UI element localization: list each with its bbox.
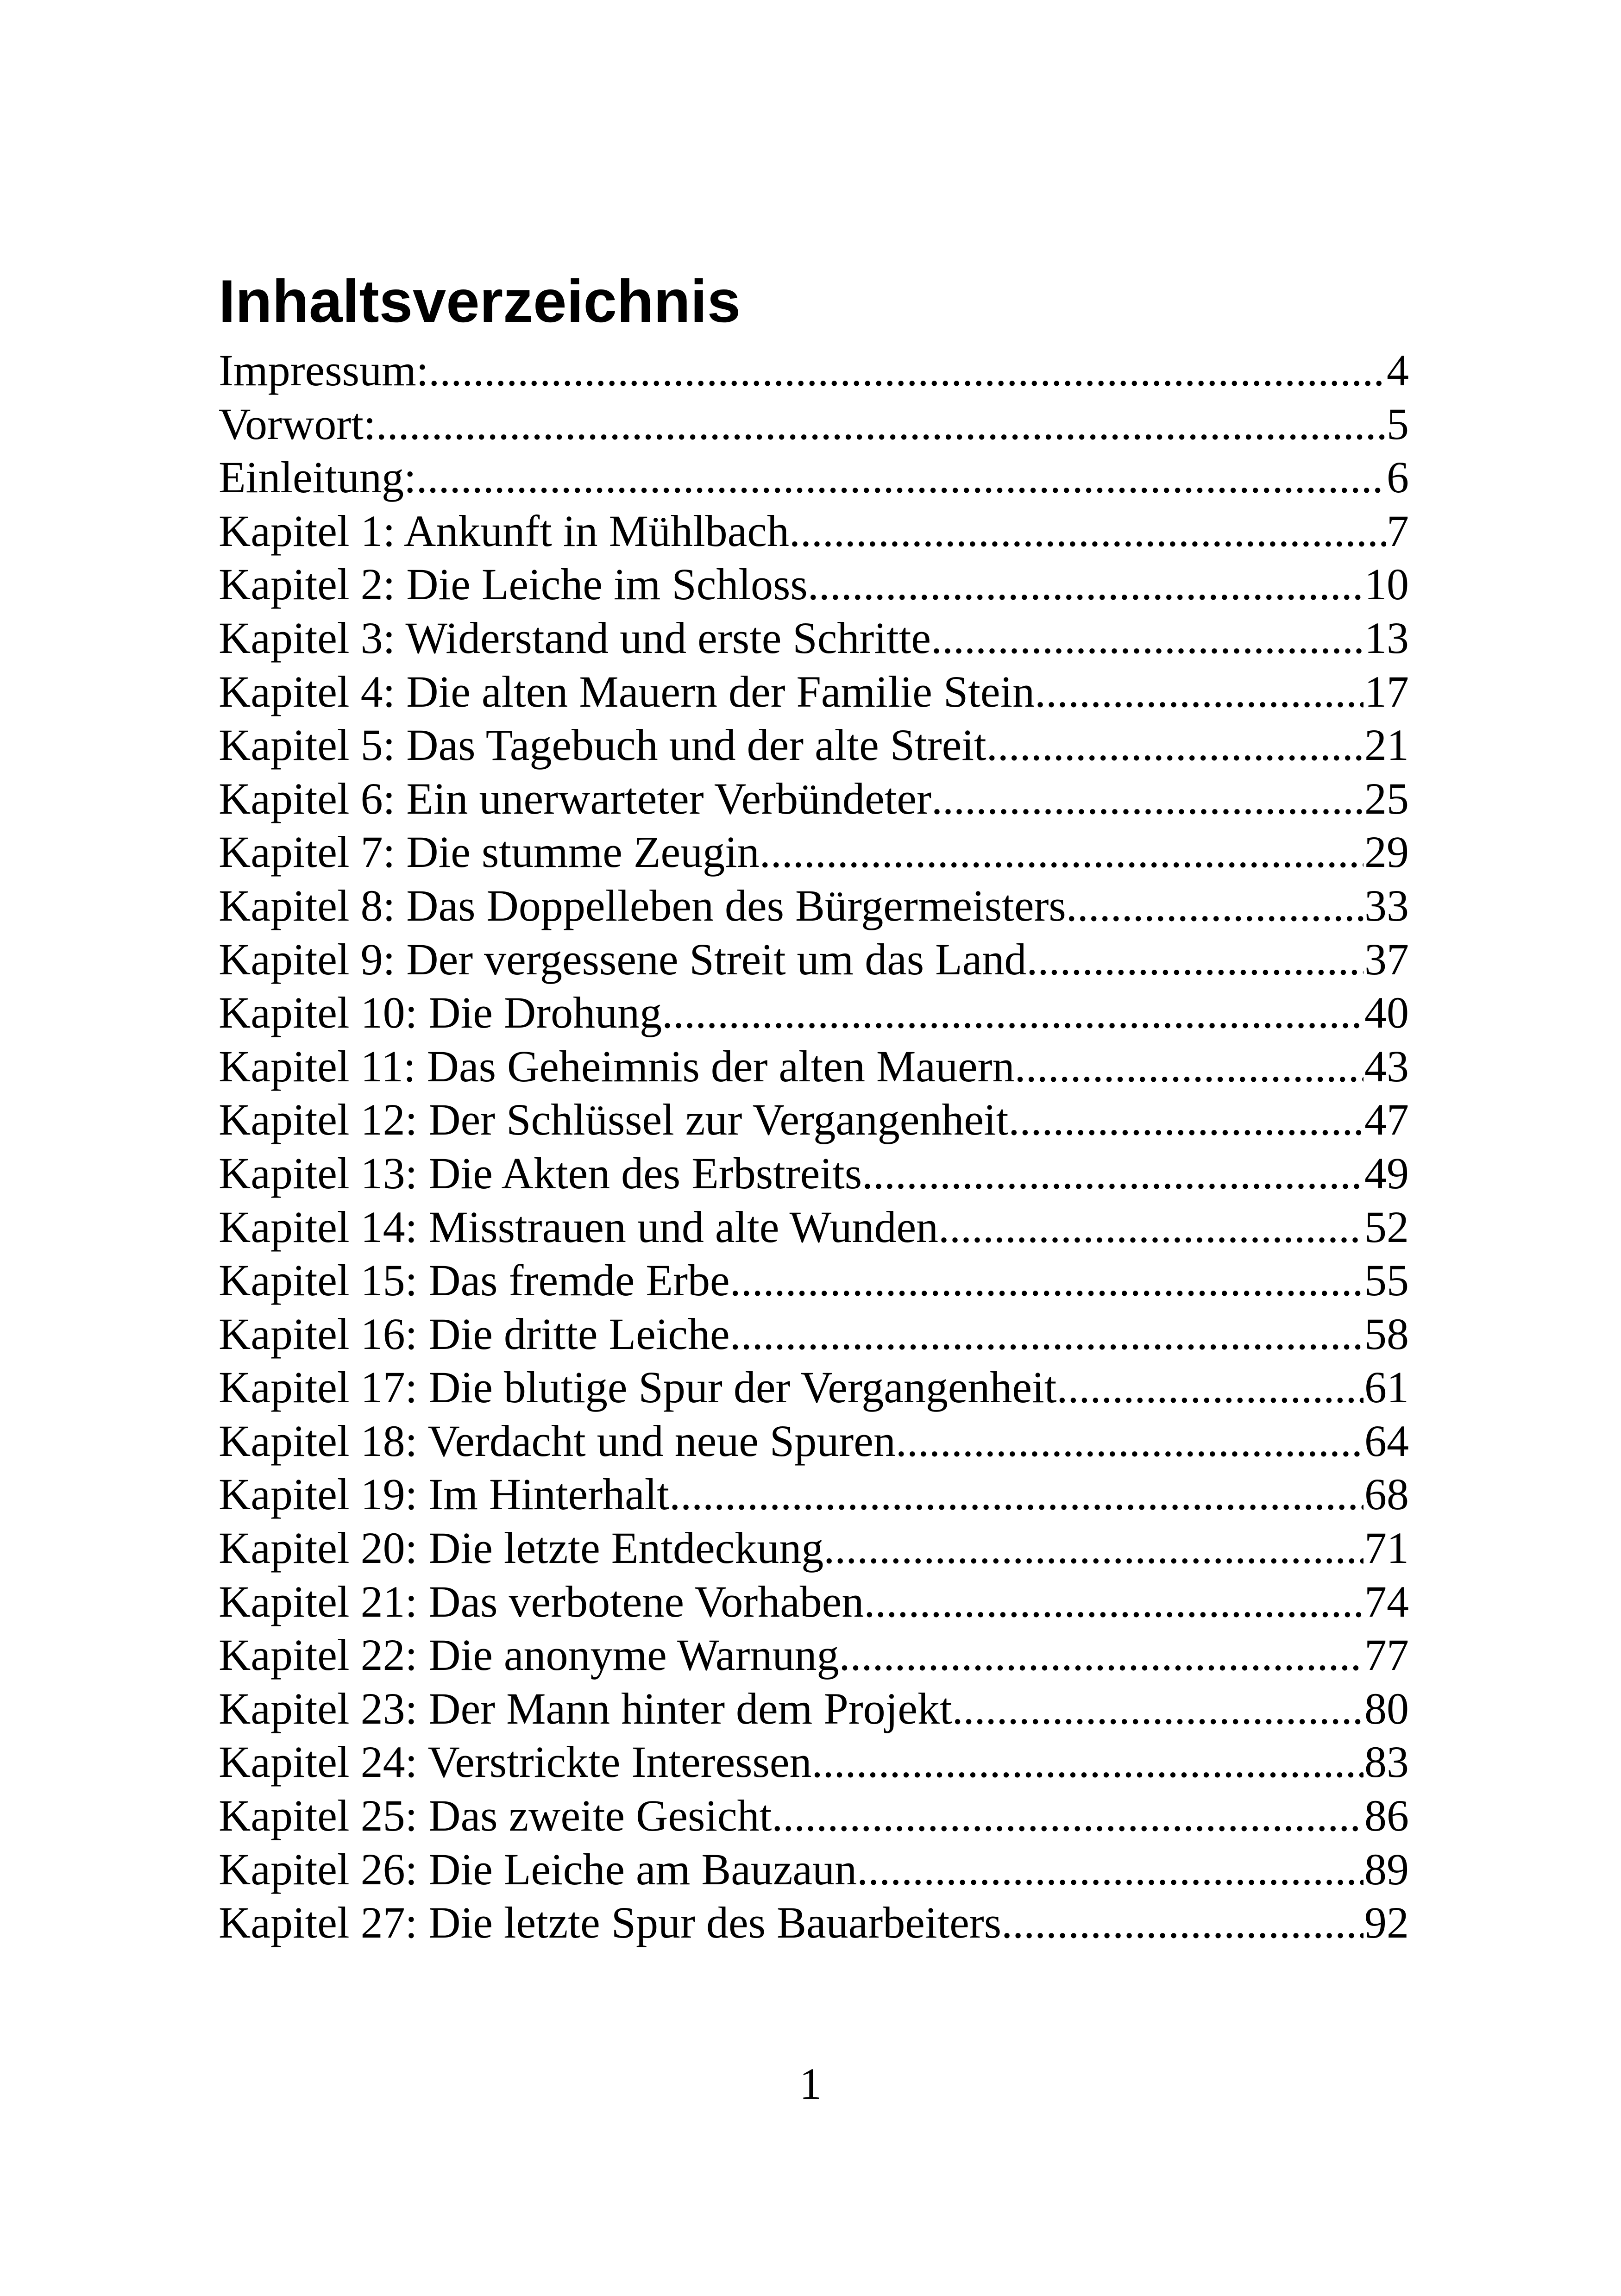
- toc-entry-page: 89: [1364, 1844, 1409, 1894]
- toc-entry-title: Kapitel 10: Die Drohung: [219, 988, 662, 1038]
- toc-entry-title: Kapitel 15: Das fremde Erbe: [219, 1255, 730, 1305]
- toc-entry-title: Kapitel 20: Die letzte Entdeckung: [219, 1523, 824, 1573]
- toc-entry: [219, 504, 1409, 558]
- toc-entry-title: Vorwort:: [219, 399, 376, 449]
- toc-dot-leader: [952, 1682, 1363, 1736]
- toc-dot-leader: [376, 397, 1386, 451]
- toc-entry-title: Kapitel 25: Das zweite Gesicht: [219, 1791, 772, 1841]
- toc-entry-title: Kapitel 23: Der Mann hinter dem Projekt: [219, 1683, 952, 1733]
- toc-dot-leader: [1015, 1040, 1363, 1093]
- toc-entry: [219, 558, 1409, 611]
- toc-entry-page: 43: [1364, 1041, 1409, 1091]
- toc-dot-leader: [669, 1468, 1363, 1521]
- toc-entry: [219, 1789, 1409, 1843]
- toc-entry: [219, 1254, 1409, 1307]
- toc-heading: Inhaltsverzeichnis: [219, 267, 741, 335]
- toc-dot-leader: [428, 344, 1386, 397]
- toc-entry-title: Kapitel 16: Die dritte Leiche: [219, 1309, 730, 1359]
- toc-entry-page: 17: [1364, 666, 1409, 716]
- toc-entry: [219, 1468, 1409, 1521]
- toc-entry-title: Impressum:: [219, 345, 429, 395]
- toc-entry-title: Kapitel 17: Die blutige Spur der Vergangenheit: [219, 1362, 1057, 1412]
- toc-dot-leader: [862, 1147, 1363, 1200]
- toc-entry-title: Kapitel 21: Das verbotene Vorhaben: [219, 1576, 864, 1626]
- toc-dot-leader: [760, 825, 1363, 879]
- toc-entry-title: Kapitel 11: Das Geheimnis der alten Mauern: [219, 1041, 1015, 1091]
- toc-entry: [219, 451, 1409, 504]
- toc-dot-leader: [1001, 1896, 1363, 1950]
- toc-dot-leader: [1066, 879, 1363, 933]
- toc-container: [219, 259, 1409, 1950]
- toc-entry-title: Kapitel 12: Der Schlüssel zur Vergangenheit: [219, 1095, 1009, 1145]
- toc-entry-title: Kapitel 24: Verstrickte Interessen: [219, 1737, 812, 1787]
- toc-entry: [219, 825, 1409, 879]
- toc-dot-leader: [662, 986, 1363, 1040]
- toc-dot-leader: [839, 1628, 1364, 1682]
- toc-entry: [219, 1307, 1409, 1361]
- toc-entry-page: 80: [1364, 1683, 1409, 1733]
- toc-dot-leader: [789, 504, 1386, 558]
- toc-entry-page: 61: [1364, 1362, 1409, 1412]
- toc-entry-page: 25: [1364, 773, 1409, 823]
- toc-entry-title: Kapitel 8: Das Doppelleben des Bürgermeisters: [219, 880, 1066, 930]
- toc-entry: [219, 1361, 1409, 1414]
- toc-entry: [219, 879, 1409, 933]
- toc-entry-title: Einleitung:: [219, 452, 416, 502]
- toc-dot-leader: [931, 772, 1363, 826]
- toc-entry-page: 21: [1364, 720, 1409, 770]
- toc-entry-page: 13: [1364, 613, 1409, 663]
- toc-entry-title: Kapitel 18: Verdacht und neue Spuren: [219, 1416, 896, 1466]
- toc-entry: [219, 611, 1409, 665]
- toc-entry-title: Kapitel 19: Im Hinterhalt: [219, 1469, 670, 1519]
- toc-entry-page: 58: [1364, 1309, 1409, 1359]
- toc-dot-leader: [808, 558, 1363, 611]
- toc-list: [219, 344, 1409, 1950]
- toc-entry-title: Kapitel 2: Die Leiche im Schloss: [219, 559, 808, 609]
- toc-entry: [219, 1735, 1409, 1789]
- toc-dot-leader: [864, 1575, 1363, 1629]
- toc-entry: [219, 933, 1409, 986]
- toc-entry-title: Kapitel 27: Die letzte Spur des Bauarbeiters: [219, 1898, 1002, 1948]
- toc-entry: [219, 665, 1409, 719]
- toc-entry-title: Kapitel 13: Die Akten des Erbstreits: [219, 1148, 862, 1198]
- toc-dot-leader: [772, 1789, 1363, 1843]
- toc-entry-page: 55: [1364, 1255, 1409, 1305]
- toc-entry: [219, 1147, 1409, 1200]
- toc-entry-title: Kapitel 9: Der vergessene Streit um das Land: [219, 934, 1027, 984]
- toc-entry-page: 68: [1364, 1469, 1409, 1519]
- toc-entry-title: Kapitel 14: Misstrauen und alte Wunden: [219, 1202, 939, 1252]
- toc-dot-leader: [938, 1200, 1363, 1254]
- toc-dot-leader: [1035, 665, 1363, 719]
- toc-entry-page: 77: [1364, 1630, 1409, 1680]
- toc-entry-title: Kapitel 7: Die stumme Zeugin: [219, 827, 760, 877]
- toc-entry-page: 83: [1364, 1737, 1409, 1787]
- toc-entry-page: 33: [1364, 880, 1409, 930]
- toc-entry-page: 37: [1364, 934, 1409, 984]
- toc-entry-title: Kapitel 3: Widerstand und erste Schritte: [219, 613, 931, 663]
- toc-entry-page: 64: [1364, 1416, 1409, 1466]
- toc-entry-title: Kapitel 26: Die Leiche am Bauzaun: [219, 1844, 857, 1894]
- toc-entry-page: 6: [1387, 452, 1409, 502]
- toc-dot-leader: [896, 1414, 1363, 1468]
- toc-entry: [219, 1093, 1409, 1147]
- toc-entry-title: Kapitel 5: Das Tagebuch und der alte Streit: [219, 720, 986, 770]
- toc-dot-leader: [823, 1521, 1363, 1575]
- toc-entry-page: 10: [1364, 559, 1409, 609]
- toc-dot-leader: [730, 1307, 1363, 1361]
- toc-entry: [219, 1628, 1409, 1682]
- toc-dot-leader: [811, 1735, 1363, 1789]
- toc-entry-page: 40: [1364, 988, 1409, 1038]
- toc-entry-page: 5: [1387, 399, 1409, 449]
- toc-entry: [219, 772, 1409, 826]
- toc-dot-leader: [1026, 933, 1363, 986]
- toc-entry-page: 7: [1387, 506, 1409, 556]
- toc-entry: [219, 1843, 1409, 1896]
- toc-entry: [219, 397, 1409, 451]
- toc-entry-title: Kapitel 22: Die anonyme Warnung: [219, 1630, 839, 1680]
- toc-dot-leader: [416, 451, 1386, 504]
- toc-entry-page: 47: [1364, 1095, 1409, 1145]
- toc-entry: [219, 1040, 1409, 1093]
- toc-entry: [219, 1896, 1409, 1950]
- toc-entry: [219, 344, 1409, 397]
- toc-entry: [219, 1200, 1409, 1254]
- toc-entry-title: Kapitel 4: Die alten Mauern der Familie Stein: [219, 666, 1035, 716]
- toc-entry: [219, 1575, 1409, 1629]
- toc-entry: [219, 718, 1409, 772]
- toc-entry-page: 92: [1364, 1898, 1409, 1948]
- toc-entry: [219, 1521, 1409, 1575]
- toc-entry: [219, 1682, 1409, 1736]
- toc-entry-page: 52: [1364, 1202, 1409, 1252]
- toc-dot-leader: [857, 1843, 1363, 1896]
- toc-entry: [219, 986, 1409, 1040]
- toc-entry-page: 49: [1364, 1148, 1409, 1198]
- toc-entry-page: 29: [1364, 827, 1409, 877]
- toc-entry-page: 71: [1364, 1523, 1409, 1573]
- toc-dot-leader: [1008, 1093, 1363, 1147]
- toc-entry-title: Kapitel 1: Ankunft in Mühlbach: [219, 506, 789, 556]
- page-number: 1: [799, 2059, 822, 2108]
- toc-dot-leader: [1056, 1361, 1363, 1414]
- toc-entry-page: 86: [1364, 1791, 1409, 1841]
- toc-entry: [219, 1414, 1409, 1468]
- toc-dot-leader: [986, 718, 1363, 772]
- toc-entry-page: 4: [1387, 345, 1409, 395]
- toc-entry-page: 74: [1364, 1576, 1409, 1626]
- toc-entry-title: Kapitel 6: Ein unerwarteter Verbündeter: [219, 773, 931, 823]
- toc-dot-leader: [730, 1254, 1363, 1307]
- toc-dot-leader: [931, 611, 1363, 665]
